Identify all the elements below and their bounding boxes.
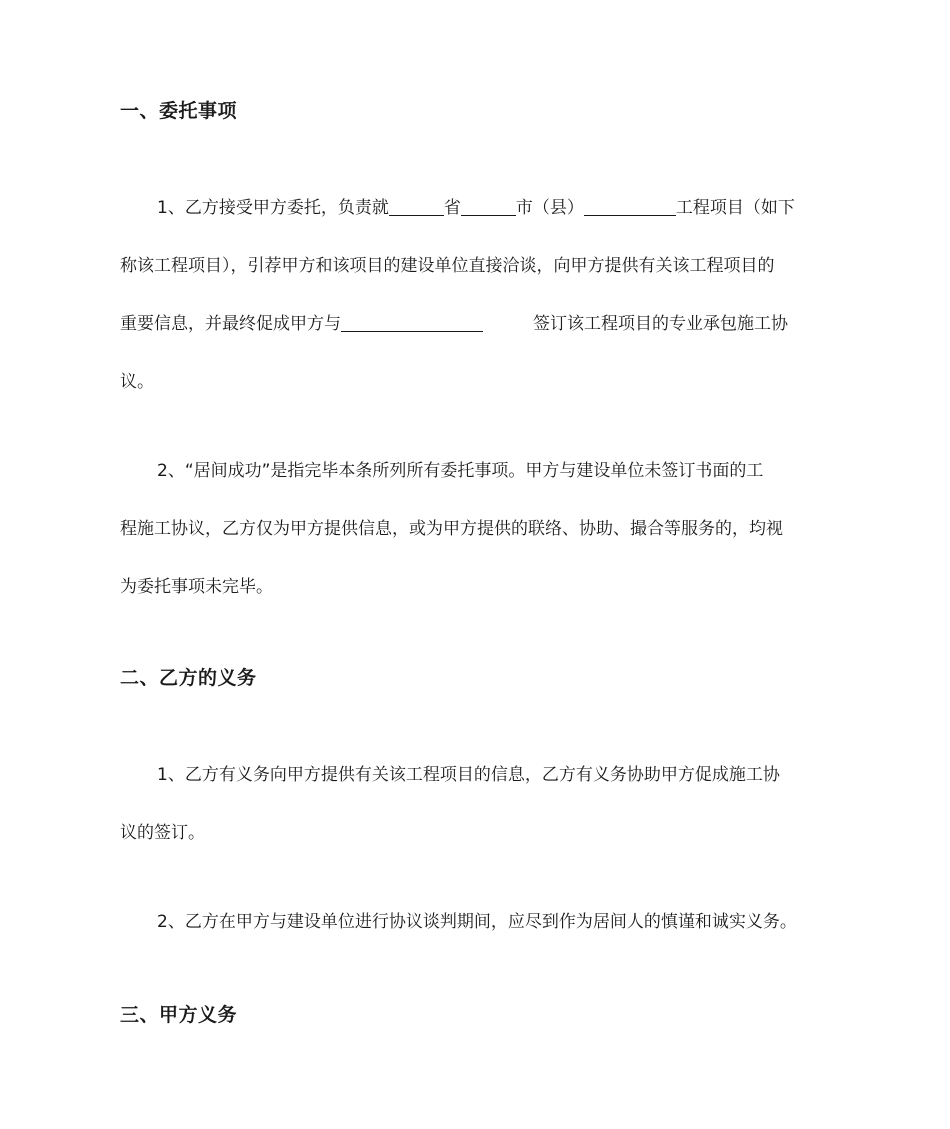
text-segment: 市（县）	[515, 198, 584, 218]
paragraph-3-line-2: 议的签订。	[120, 823, 205, 843]
text-segment: 1、乙方接受甲方委托，负责就	[157, 198, 389, 218]
section-heading-1: 一、委托事项	[120, 100, 238, 122]
text-segment: 重要信息，并最终促成甲方与	[120, 314, 341, 334]
paragraph-2-line-3: 为委托事项未完毕。	[120, 577, 273, 597]
paragraph-1-line-1	[157, 196, 795, 220]
paragraph-4-line-1: 2、乙方在甲方与建设单位进行协议谈判期间，应尽到作为居间人的慎谨和诚实义务。	[157, 912, 797, 932]
paragraph-2-line-2: 程施工协议，乙方仅为甲方提供信息，或为甲方提供的联络、协助、撮合等服务的，均视	[120, 519, 783, 539]
section-heading-3: 三、甲方义务	[120, 1004, 238, 1026]
text-segment: 签订该工程项目的专业承包施工协	[533, 314, 788, 334]
text-segment: 省	[443, 198, 461, 218]
text-segment: 工程项目（如下	[675, 198, 795, 218]
fill-in-blank-project[interactable]	[584, 197, 676, 216]
paragraph-1-line-3	[120, 312, 788, 336]
fill-in-blank-party-2[interactable]	[397, 313, 483, 332]
fill-in-blank-province[interactable]	[389, 197, 444, 216]
section-heading-2: 二、乙方的义务	[120, 667, 257, 689]
fill-in-blank-city[interactable]	[461, 197, 516, 216]
paragraph-3-line-1: 1、乙方有义务向甲方提供有关该工程项目的信息，乙方有义务协助甲方促成施工协	[157, 765, 780, 785]
paragraph-1-line-2: 称该工程项目），引荐甲方和该项目的建设单位直接洽谈，向甲方提供有关该工程项目的	[120, 256, 775, 276]
paragraph-2-line-1: 2、“居间成功”是指完毕本条所列所有委托事项。甲方与建设单位未签订书面的工	[157, 461, 764, 481]
fill-in-blank-party[interactable]	[341, 313, 397, 332]
paragraph-1-line-4: 议。	[120, 372, 154, 392]
